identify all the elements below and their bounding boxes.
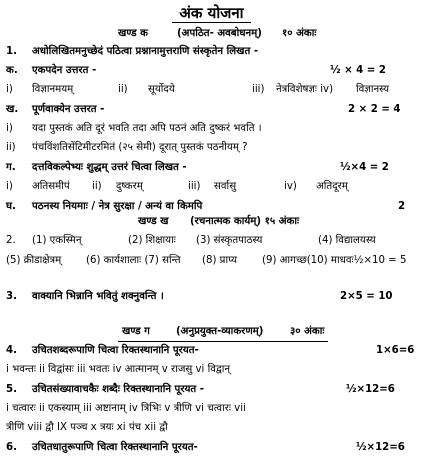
- line-text: i): [6, 123, 13, 134]
- doc-line: [0, 418, 423, 438]
- doc-line: [0, 100, 423, 120]
- line-text: i): [6, 84, 13, 95]
- doc-line: [0, 251, 423, 271]
- line-text: पूर्णवाक्येन उत्तरत -: [32, 104, 105, 115]
- line-text: दत्तविकल्पेभ्यः शुद्धम् उत्तरं चित्वा लिखत -: [32, 162, 187, 173]
- line-text: ½×4 = 2: [340, 162, 389, 173]
- line-text: उचितधातुरूपाणि चित्वा रिक्तस्थानानि पूरयत-: [32, 442, 198, 453]
- line-text: अधोलिखितमनुच्छेदं पठित्वा प्रश्नानामुत्तराणि संस्कृतेन लिखत -: [32, 46, 259, 57]
- line-text: 2 × 2 = 4: [348, 104, 401, 115]
- doc-line: [0, 322, 423, 342]
- line-text: यदा पुस्तकं अति दूरं भवति तदा अपि पठनं अति दुष्करं भवति ।: [32, 123, 262, 134]
- line-text: ½×12=6: [356, 442, 405, 453]
- line-text: iii): [252, 84, 265, 95]
- doc-line: [0, 42, 423, 62]
- line-text: ग.: [6, 162, 16, 173]
- line-text: ½ × 4 = 2: [330, 65, 386, 76]
- line-text: खण्ड क: [118, 28, 148, 39]
- line-text: विज्ञानमयम्: [32, 84, 74, 95]
- line-text: (1) एकस्मिन्: [32, 235, 82, 246]
- line-text: 2×5 = 10: [340, 291, 393, 302]
- title-underline: [172, 22, 251, 23]
- line-text: अतिसमीपं: [32, 181, 70, 192]
- line-text: i भवन्तः ii विद्वांसः iii भवतः iv आत्मानम् v राजसु vi विद्वान्: [6, 364, 231, 375]
- line-text: 6.: [6, 442, 17, 453]
- line-text: एकपदेन उत्तरत -: [32, 65, 97, 76]
- line-text: ii): [6, 142, 16, 153]
- line-text: (अनुप्रयुक्त-व्याकरणम्): [176, 326, 264, 337]
- doc-line: [0, 341, 423, 361]
- line-text: 1×6=6: [376, 345, 415, 356]
- line-text: (4) विद्यालयस्य: [318, 235, 376, 246]
- line-text: खण्ड ख: [138, 216, 169, 227]
- line-text: 5.: [6, 384, 17, 395]
- doc-line: [0, 158, 423, 178]
- line-text: (2) शिक्षायाः: [128, 235, 176, 246]
- doc-line: [0, 380, 423, 400]
- line-text: क.: [6, 65, 18, 76]
- line-text: घ.: [6, 201, 16, 212]
- line-text: उचितशब्दरूपाणि चित्वा रिक्तस्थानानि पूरयत-: [32, 345, 199, 356]
- line-text: i): [6, 181, 13, 192]
- line-text: पंचविंशतिसेंटिमीटरमितं (२५ सेमी) दूरात् पुस्तकं पठनीयम् ?: [32, 142, 248, 153]
- page-title: अंक योजना: [179, 4, 244, 22]
- line-text: (9) आगच्छ(10) माधवः½×10 = 5: [262, 255, 407, 266]
- doc-line: [0, 80, 423, 100]
- line-text: पठनस्य नियमाः / नेत्र सुरक्षा / अन्यं वा किमपि: [32, 201, 203, 212]
- line-text: (8) प्राप्य: [202, 255, 238, 266]
- line-text: iii): [188, 181, 201, 192]
- doc-line: [0, 287, 423, 307]
- line-text: अतिदूरम्: [316, 181, 348, 192]
- line-text: ख.: [6, 104, 19, 115]
- line-text: 1.: [6, 46, 17, 57]
- line-text: 3.: [6, 291, 17, 302]
- line-text: १० अंकाः: [282, 28, 317, 39]
- line-text: ३० अंकाः: [290, 326, 325, 337]
- line-text: 2: [398, 201, 406, 212]
- line-text: उचितसंख्यावाचकैः शब्दैः रिक्तस्थानानि पूरयत -: [32, 384, 204, 395]
- line-text: वाक्यानि भिन्नानि भवितुं शक्नुवन्ति ।: [32, 291, 164, 302]
- line-text: ii): [92, 181, 102, 192]
- line-text: सूर्योदये: [148, 84, 175, 95]
- doc-line: [0, 24, 423, 44]
- line-text: ii): [118, 84, 128, 95]
- line-text: (अपठित- अवबोधनम्): [177, 28, 262, 39]
- line-text: 2.: [6, 235, 16, 246]
- doc-line: [0, 212, 423, 232]
- line-text: नेत्रविशेषज्ञः iv): [276, 84, 334, 95]
- doc-line: [0, 177, 423, 197]
- line-text: i चत्वारः ii एकस्याम् iii अष्टानाम् iv त्रिभिः v त्रीणि vi चत्वारः vii: [6, 403, 246, 414]
- doc-line: [0, 61, 423, 81]
- line-text: विज्ञानस्य: [356, 84, 389, 95]
- line-text: (रचनात्मक कार्यम्) १५ अंकाः: [190, 216, 300, 227]
- doc-line: [0, 138, 423, 158]
- doc-line: [0, 231, 423, 251]
- doc-line: [0, 360, 423, 380]
- doc-line: [0, 438, 423, 458]
- line-text: ½×12=6: [346, 384, 395, 395]
- line-text: (3) संस्कृतपाठस्य: [196, 235, 263, 246]
- line-text: त्रीणि viii द्वौ IX पञ्च x त्रयः xi पंच xii द्वौ: [6, 422, 168, 433]
- line-text: (6) कार्यशालाः (7) सन्ति: [86, 255, 181, 266]
- line-text: दुष्करम्: [116, 181, 143, 192]
- line-text: खण्ड ग: [122, 326, 150, 337]
- doc-line: [0, 399, 423, 419]
- line-text: सर्वासु: [214, 181, 237, 192]
- line-text: (5) क्रीडाक्षेत्रम्: [6, 255, 62, 266]
- line-text: 4.: [6, 345, 17, 356]
- line-text: iv): [284, 181, 297, 192]
- doc-line: [0, 119, 423, 139]
